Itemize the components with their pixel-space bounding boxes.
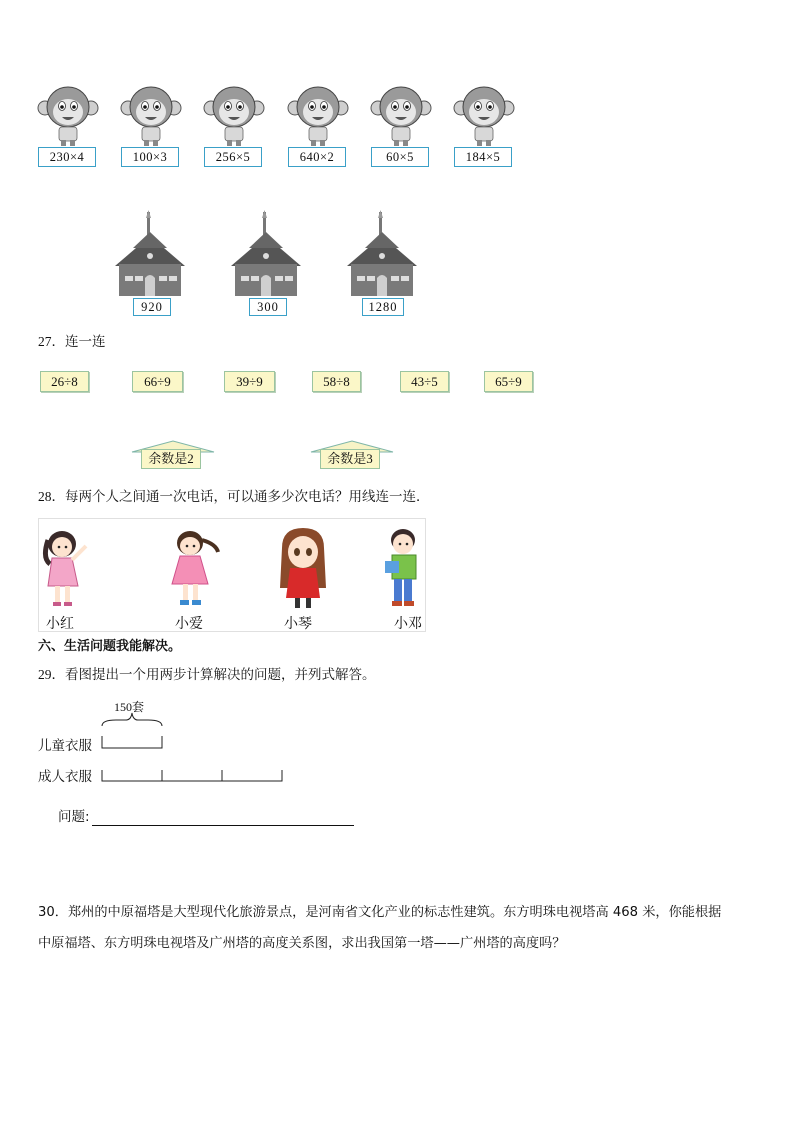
multiplication-box: 230×4 [38, 147, 96, 167]
children-frame [38, 518, 426, 632]
question-29-title: 29．看图提出一个用两步计算解决的问题，并列式解答。 [38, 667, 376, 682]
multiplication-box: 640×2 [288, 147, 346, 167]
house-icon [113, 210, 187, 298]
question-28-title: 28．每两个人之间通一次电话，可以通多少次电话？用线连一连． [38, 489, 430, 504]
division-box: 58÷8 [312, 371, 361, 392]
remainder-label: 余数是2 [141, 449, 201, 469]
division-box: 66÷9 [132, 371, 183, 392]
monkey-icon [453, 84, 515, 146]
name-xiaoqin: 小琴 [284, 616, 312, 632]
division-box: 43÷5 [400, 371, 449, 392]
multiplication-box: 60×5 [371, 147, 429, 167]
monkey-icon [370, 84, 432, 146]
girl-xiaohong-icon [40, 528, 96, 610]
house-value-box: 300 [249, 298, 287, 316]
multiplication-box: 184×5 [454, 147, 512, 167]
monkey-icon [287, 84, 349, 146]
remainder-label: 余数是3 [320, 449, 380, 469]
question-answer-line[interactable] [92, 825, 354, 826]
name-xiaodeng: 小邓 [394, 616, 422, 632]
name-xiaoai: 小爱 [175, 616, 203, 632]
multiplication-box: 256×5 [204, 147, 262, 167]
row-label-children: 儿童衣服 [38, 738, 92, 754]
girl-xiaoqin-icon [278, 528, 328, 612]
question-label: 问题: [58, 809, 90, 825]
question-27-title: 27．连一连 [38, 334, 106, 349]
boy-xiaodeng-icon [381, 528, 427, 612]
multiplication-box: 100×3 [121, 147, 179, 167]
question-30-line2: 中原福塔、东方明珠电视塔及广州塔的高度关系图，求出我国第一塔——广州塔的高度吗？ [38, 936, 566, 951]
house-value-box: 920 [133, 298, 171, 316]
monkey-icon [37, 84, 99, 146]
house-icon [229, 210, 303, 298]
house-value-box: 1280 [362, 298, 404, 316]
division-box: 26÷8 [40, 371, 89, 392]
question-30-line1: 30．郑州的中原福塔是大型现代化旅游景点，是河南省文化产业的标志性建筑。东方明珠电视塔高 468 米，你能根据 [38, 905, 722, 920]
row-label-adults: 成人衣服 [38, 769, 92, 785]
house-icon [345, 210, 419, 298]
monkey-icon [203, 84, 265, 146]
bar-diagram-adults [98, 768, 288, 784]
brace-label: 150套 [114, 700, 145, 714]
division-box: 65÷9 [484, 371, 533, 392]
division-box: 39÷9 [224, 371, 275, 392]
bar-diagram-children [98, 710, 168, 750]
monkey-icon [120, 84, 182, 146]
name-xiaohong: 小红 [46, 616, 74, 632]
girl-xiaoai-icon [164, 528, 222, 610]
section-6-title: 六、生活问题我能解决。 [38, 639, 182, 654]
